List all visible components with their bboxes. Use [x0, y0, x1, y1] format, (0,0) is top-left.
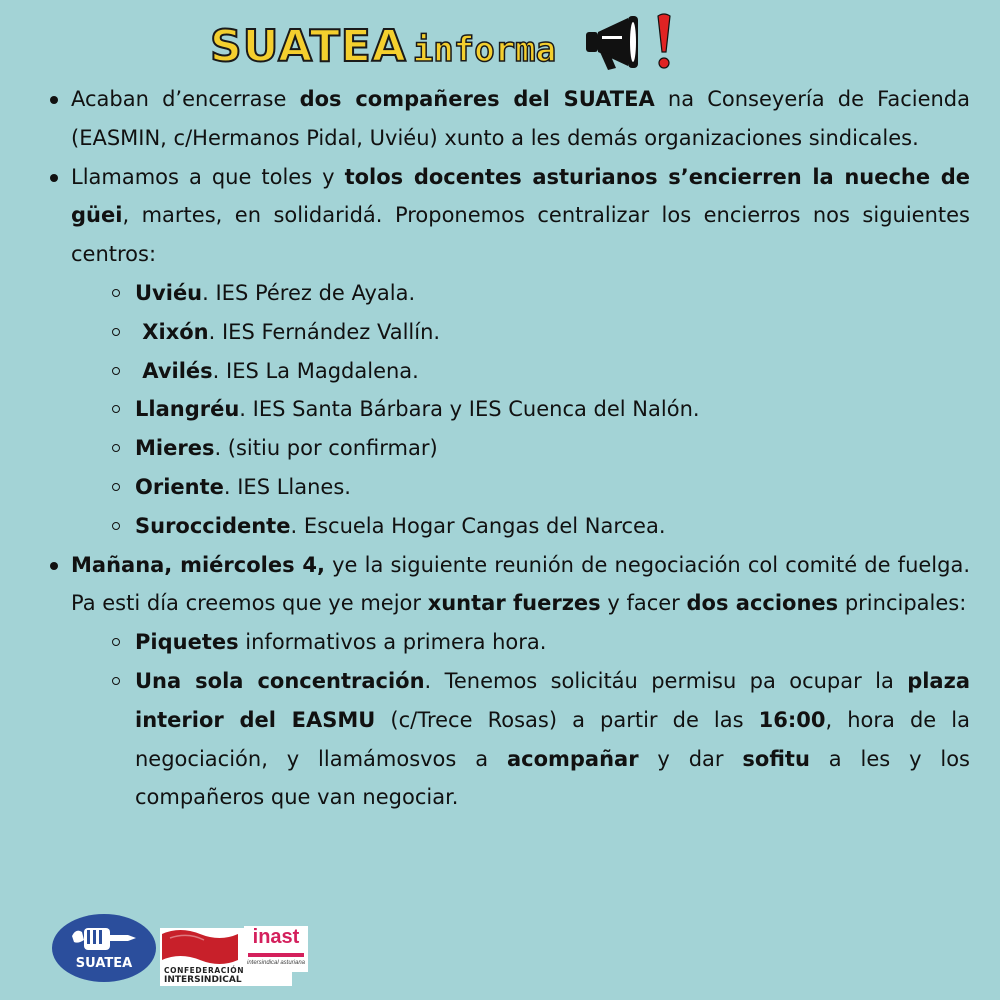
megaphone-icon [582, 14, 646, 72]
text: principales: [838, 591, 967, 616]
bold-text: dos acciones [686, 591, 839, 616]
header [210, 12, 676, 72]
sub-bullet-item [71, 662, 970, 817]
bold-text: xuntar fuerzes [427, 591, 601, 616]
bold-text: Oriente [135, 474, 224, 499]
bullet-item [48, 546, 970, 818]
sub-bullet-item [71, 352, 970, 391]
bold-text: Piquetes [135, 630, 239, 655]
inast-logo [244, 926, 308, 972]
text: y facer [600, 591, 687, 616]
text: . IES Pérez de Ayala. [202, 280, 416, 305]
announcement-body [48, 80, 970, 817]
bold-text: Mañana, miércoles 4, [71, 552, 325, 577]
bold-text: 16:00 [758, 707, 826, 732]
suatea-logo [52, 914, 156, 982]
text: . IES La Magdalena. [212, 358, 419, 383]
ci-line1: CONFEDERACIÓN [164, 966, 245, 975]
inast-bar [248, 953, 304, 957]
text: informativos a primera hora. [238, 630, 547, 655]
red-flag-icon [160, 928, 240, 964]
sub-bullet-item [71, 274, 970, 313]
sub-bullet-item [71, 390, 970, 429]
bold-text: tolos docentes asturianos s’encierren la nueche de güei [71, 164, 971, 228]
bold-text: Xixón [135, 319, 209, 344]
text: . (sitiu por confirmar) [214, 436, 438, 461]
bold-text: acompañar [506, 746, 639, 771]
title-suatea: SUATEA [210, 21, 407, 72]
bold-text: Llangréu [135, 397, 240, 422]
text: , hora de la negociación, y llamámosvos a [135, 707, 970, 771]
sub-bullet-list [71, 274, 970, 546]
text: na Conseyería de Facienda (EASMIN, c/Hermanos Pidal, Uviéu) xunto a les demás organizaciones sindicales. [71, 87, 970, 150]
text: . Tenemos solicitáu permisu pa ocupar la [424, 668, 908, 693]
ci-line2: INTERSINDICAL [164, 975, 242, 985]
bold-text: plaza interior del EASMU [135, 668, 970, 732]
sub-bullet-item [71, 468, 970, 507]
text: Acaban d’encerrase [71, 87, 300, 111]
text: , martes, en solidaridá. Proponemos centralizar los encierros nos siguientes centros: [71, 203, 970, 267]
bold-text: Mieres [135, 436, 215, 461]
text: Llamamos a que toles y [71, 164, 345, 189]
bold-text: Suroccidente [135, 513, 291, 538]
text: a les y los compañeros que van negociar. [135, 746, 970, 810]
bullet-item [48, 158, 970, 546]
sub-bullet-item [71, 507, 970, 546]
text: . IES Santa Bárbara y IES Cuenca del Nalón. [239, 397, 700, 422]
text: (c/Trece Rosas) a partir de las [375, 707, 759, 732]
inast-name: inast [252, 926, 300, 948]
bold-text: Uviéu [135, 280, 203, 305]
text: ye la siguiente reunión de negociación col comité de fuelga. Pa esti día creemos que ye mejor [71, 552, 971, 616]
bullet-list [48, 80, 970, 817]
exclamation-icon [652, 12, 676, 72]
bold-text: sofitu [742, 746, 810, 771]
bold-text: Una sola concentración [135, 668, 425, 693]
sub-bullet-item [71, 313, 970, 352]
text: . IES Llanes. [223, 474, 351, 499]
bullet-item [48, 80, 970, 158]
sub-bullet-item [71, 623, 970, 662]
inast-subtitle: intersindical asturiana [246, 960, 306, 966]
sub-bullet-item [71, 429, 970, 468]
bold-text: Avilés [135, 358, 213, 383]
title-informa: informa [412, 30, 557, 70]
text: . Escuela Hogar Cangas del Narcea. [290, 513, 666, 538]
text: y dar [638, 746, 743, 771]
suatea-logo-label: SUATEA [75, 956, 133, 971]
text: . IES Fernández Vallín. [208, 319, 441, 344]
fist-pen-icon [70, 922, 136, 954]
sub-bullet-list [71, 623, 970, 817]
bold-text: dos compañeres del SUATEA [299, 87, 655, 111]
